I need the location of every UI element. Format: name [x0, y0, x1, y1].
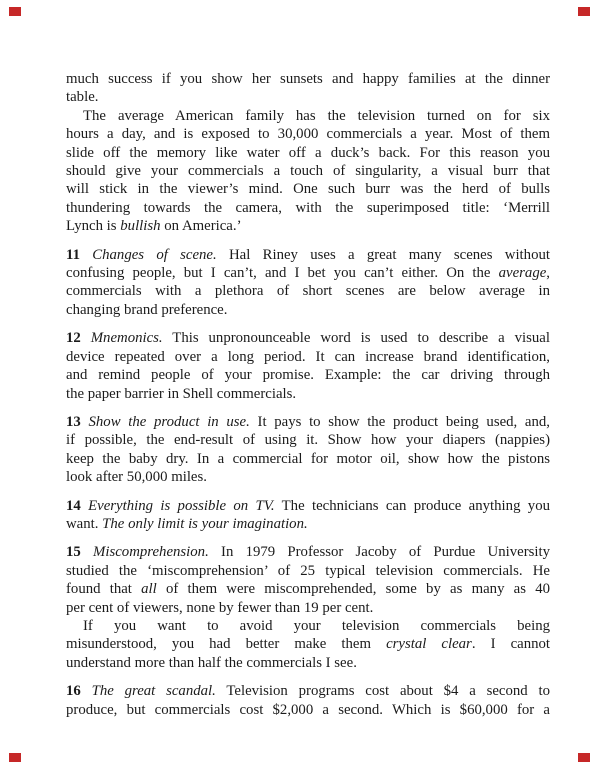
text-segment: want. [66, 515, 103, 532]
paragraph [66, 246, 550, 320]
text-segment: The average American family has the television turned on for six [83, 107, 550, 124]
text-line [66, 246, 550, 264]
page-text-block [66, 70, 550, 719]
text-line [66, 468, 550, 486]
text-segment: if possible, the end-result of using it. Show how your diapers (nappies) [66, 432, 550, 449]
text-line [66, 385, 550, 403]
text-segment: If you want to avoid your television commercials being [83, 617, 550, 634]
paragraph [66, 682, 550, 719]
text-segment: on America.’ [160, 218, 242, 235]
text-line [66, 515, 550, 533]
text-segment: found that [66, 581, 142, 598]
text-line [66, 366, 550, 384]
text-segment: per cent of viewers, none by fewer than 19 per cent. [66, 599, 374, 616]
text-line [66, 70, 550, 88]
text-line [66, 431, 550, 449]
text-line [66, 199, 550, 217]
text-line [66, 617, 550, 635]
text-segment: Miscomprehension. [93, 544, 209, 561]
paragraph [66, 329, 550, 403]
text-segment: will stick in the viewer’s mind. One such burr was the herd of bulls [66, 181, 550, 198]
text-segment: changing brand preference. [66, 301, 228, 318]
text-segment: keep the baby dry. In a commercial for motor oil, show how the pistons [66, 450, 550, 467]
text-segment: look after 50,000 miles. [66, 469, 207, 486]
text-line [66, 180, 550, 198]
corner-mark-bottom-right [578, 753, 590, 762]
text-line [66, 107, 550, 125]
text-segment: Lynch is [66, 218, 121, 235]
paragraph [66, 70, 550, 107]
text-segment: much success if you show her sunsets and happy families at the dinner [66, 71, 550, 87]
text-line [66, 599, 550, 617]
text-segment: misunderstood, you had better make them [66, 636, 387, 653]
text-segment: 16 [66, 683, 92, 700]
text-segment: Television programs cost about $4 a second to [215, 683, 550, 700]
text-segment: studied the ‘miscomprehension’ of 25 typical television commercials. He [66, 562, 550, 579]
text-line [66, 125, 550, 143]
text-segment: produce, but commercials cost $2,000 a second. Which is $60,000 for a [66, 701, 550, 718]
text-line [66, 413, 550, 431]
text-segment: Hal Riney uses a great many scenes without [216, 246, 550, 263]
text-segment: Show the product in use. [88, 413, 250, 430]
text-segment: It pays to show the product being used, and, [249, 413, 550, 430]
text-segment: crystal clear [386, 636, 472, 653]
text-segment: 12 [66, 330, 91, 347]
text-segment: device repeated over a long period. It can increase brand identification, [66, 348, 550, 365]
text-line [66, 450, 550, 468]
text-line [66, 144, 550, 162]
text-segment: . I cannot [471, 636, 550, 653]
text-segment: Everything is possible on TV. [88, 497, 275, 514]
text-segment: of them were miscomprehended, some by as many as 40 [156, 581, 550, 598]
text-segment: This unpronounceable word is used to describe a visual [162, 330, 550, 347]
text-segment: commercials with a plethora of short scenes are below average in [66, 283, 550, 300]
paragraph [66, 543, 550, 617]
text-segment: bullish [120, 218, 161, 235]
corner-mark-top-left [9, 7, 21, 16]
text-line [66, 497, 550, 515]
text-line [66, 282, 550, 300]
text-line [66, 562, 550, 580]
text-line [66, 654, 550, 672]
text-segment: should give your commercials a touch of singularity, a visual burr that [66, 163, 550, 180]
text-segment: table. [66, 89, 99, 106]
text-segment: confusing people, but I can’t, and I bet you can’t either. On the [66, 265, 499, 282]
text-segment: 15 [66, 544, 94, 561]
text-line [66, 217, 550, 235]
text-segment: the paper barrier in Shell commercials. [66, 385, 297, 402]
text-line [66, 580, 550, 598]
text-segment: Mnemonics. [90, 330, 163, 347]
text-line [66, 301, 550, 319]
text-line [66, 543, 550, 561]
paragraph [66, 617, 550, 672]
text-segment: The technicians can produce anything you [274, 497, 550, 514]
text-segment: thundering towards the camera, with the superimposed title: ‘Merrill [66, 199, 550, 216]
text-segment: hours a day, and is exposed to 30,000 commercials a year. Most of them [66, 126, 550, 143]
text-segment: 11 [66, 246, 93, 263]
paragraph [66, 107, 550, 236]
text-segment: In 1979 Professor Jacoby of Purdue University [208, 544, 550, 561]
text-segment: , [546, 265, 550, 282]
text-segment: and remind people of your promise. Example: the car driving through [66, 367, 550, 384]
text-line [66, 264, 550, 282]
text-segment: The great scandal. [91, 683, 216, 700]
text-segment: slide off the memory like water off a duck’s back. For this reason you [66, 144, 550, 161]
text-line [66, 635, 550, 653]
corner-mark-bottom-left [9, 753, 21, 762]
text-line [66, 682, 550, 700]
paragraph [66, 497, 550, 534]
text-segment: Changes of scene. [92, 246, 217, 263]
corner-mark-top-right [578, 7, 590, 16]
paragraph [66, 413, 550, 487]
text-segment: average [498, 265, 547, 282]
text-line [66, 348, 550, 366]
text-segment: understand more than half the commercials I see. [66, 654, 357, 671]
text-line [66, 88, 550, 106]
text-segment: The only limit is your imagination. [102, 515, 308, 532]
text-line [66, 329, 550, 347]
text-line [66, 162, 550, 180]
text-segment: 14 [66, 497, 89, 514]
text-line [66, 701, 550, 719]
text-segment: 13 [66, 413, 89, 430]
text-segment: all [141, 581, 157, 598]
